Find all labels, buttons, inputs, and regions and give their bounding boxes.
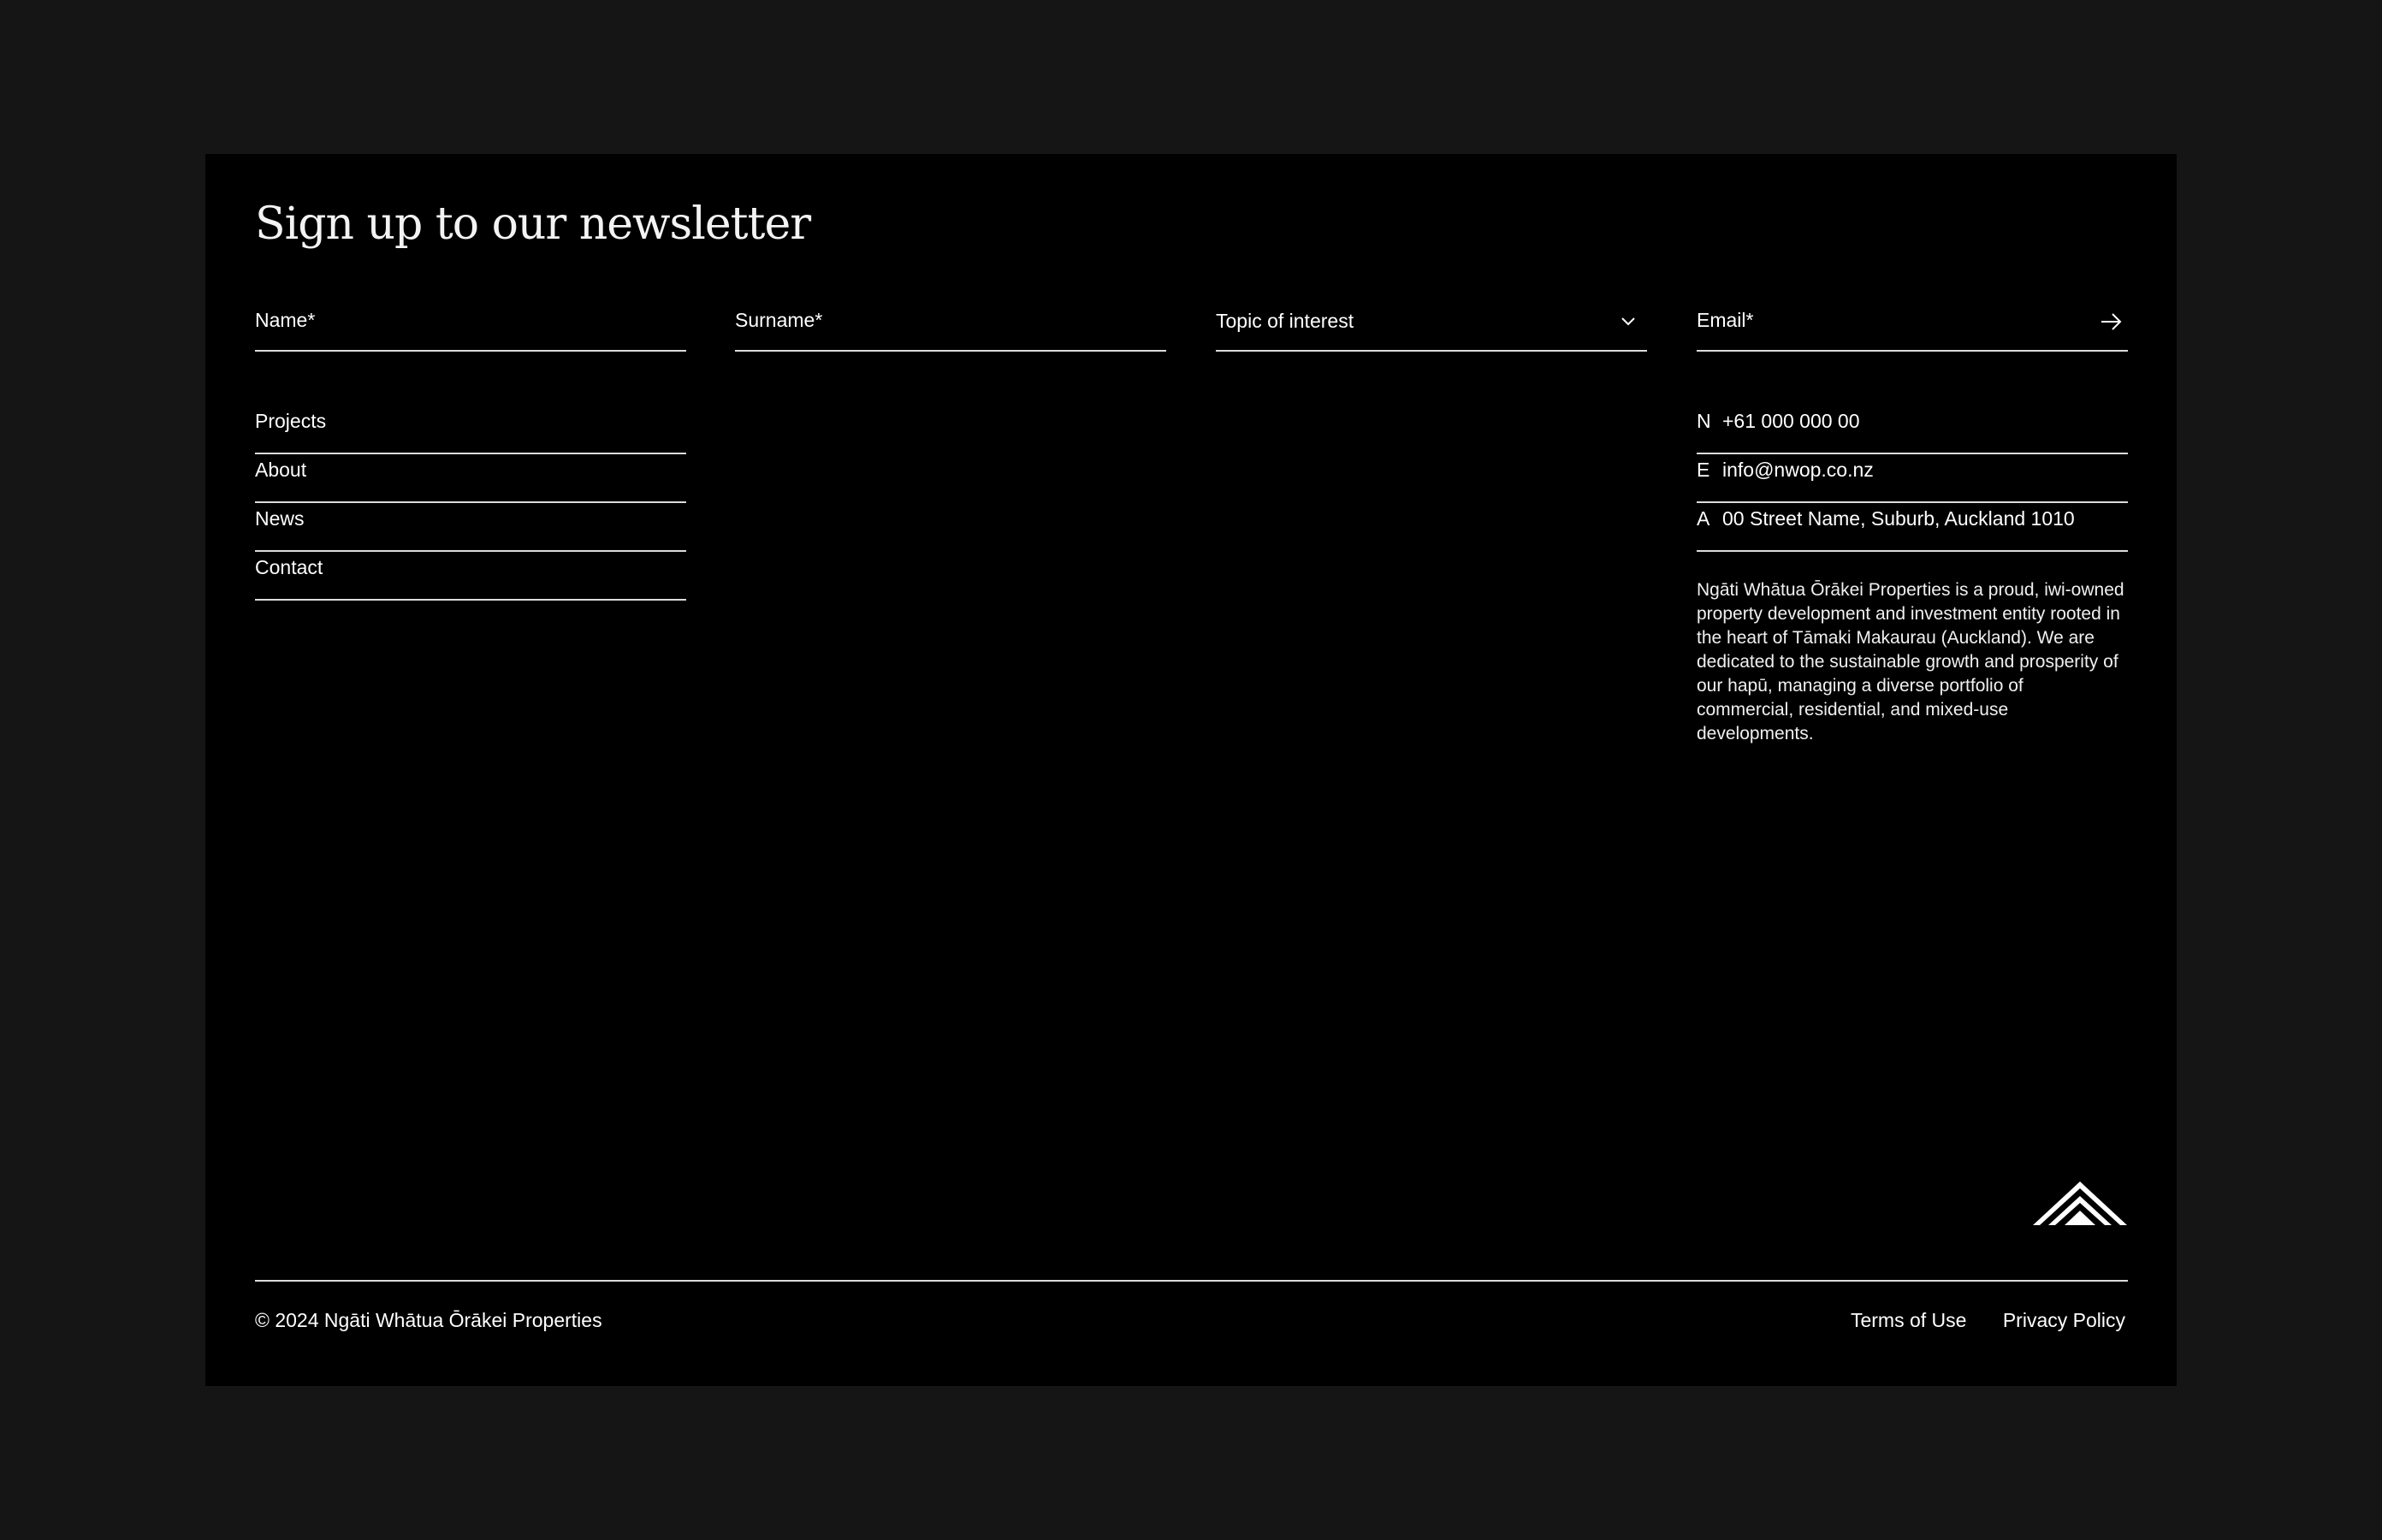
contact-list: [1697, 406, 2128, 552]
footer-panel: [205, 154, 2177, 1386]
arrow-right-icon[interactable]: [2097, 308, 2124, 335]
footer-nav: [255, 406, 686, 601]
surname-field-wrap: [735, 303, 1166, 352]
name-input[interactable]: [255, 303, 686, 350]
email-field-wrap: [1697, 303, 2128, 352]
about-text: Ngāti Whātua Ōrākei Properties is a proud, iwi-owned property development and investment entity rooted in the heart of Tāmaki Makaurau (Auckland). We are dedicated to the sustainable growth and prosperity of our hapū, managing a diverse portfolio of commercial, residential, and mixed-use developments.: [1697, 580, 2124, 743]
contact-email-key: E: [1697, 459, 1710, 481]
contact-address: 00 Street Name, Suburb, Auckland 1010: [1722, 507, 2075, 530]
nav-link-about[interactable]: About: [255, 459, 307, 481]
nav-item-news: [255, 503, 686, 552]
copyright-text: © 2024 Ngāti Whātua Ōrākei Properties: [255, 1309, 602, 1331]
topic-select[interactable]: [1216, 303, 1647, 352]
chevron-down-icon: [1616, 310, 1640, 334]
contact-address-key: A: [1697, 507, 1710, 530]
contact-address-row: [1697, 503, 2128, 552]
nav-link-contact[interactable]: Contact: [255, 556, 323, 578]
topic-select-label: Topic of interest: [1216, 310, 1354, 332]
terms-of-use-link[interactable]: Terms of Use: [1850, 1309, 1967, 1331]
surname-input[interactable]: [735, 303, 1166, 350]
nav-item-projects: [255, 406, 686, 454]
name-field-wrap: [255, 303, 686, 352]
nav-link-news[interactable]: News: [255, 507, 305, 530]
contact-phone-row: [1697, 406, 2128, 454]
footer-divider: [255, 1280, 2128, 1282]
contact-email-row: [1697, 454, 2128, 503]
newsletter-heading: Sign up to our newsletter: [255, 198, 811, 250]
contact-phone-key: N: [1697, 410, 1711, 432]
nav-item-contact: [255, 552, 686, 601]
brand-logo-icon: [2033, 1182, 2127, 1233]
contact-phone[interactable]: +61 000 000 00: [1722, 410, 1860, 432]
contact-email[interactable]: info@nwop.co.nz: [1722, 459, 1874, 481]
nav-item-about: [255, 454, 686, 503]
privacy-policy-link[interactable]: Privacy Policy: [2002, 1309, 2125, 1331]
legal-links: [1820, 1311, 2125, 1330]
nav-link-projects[interactable]: Projects: [255, 410, 327, 432]
email-input[interactable]: [1697, 303, 2128, 350]
